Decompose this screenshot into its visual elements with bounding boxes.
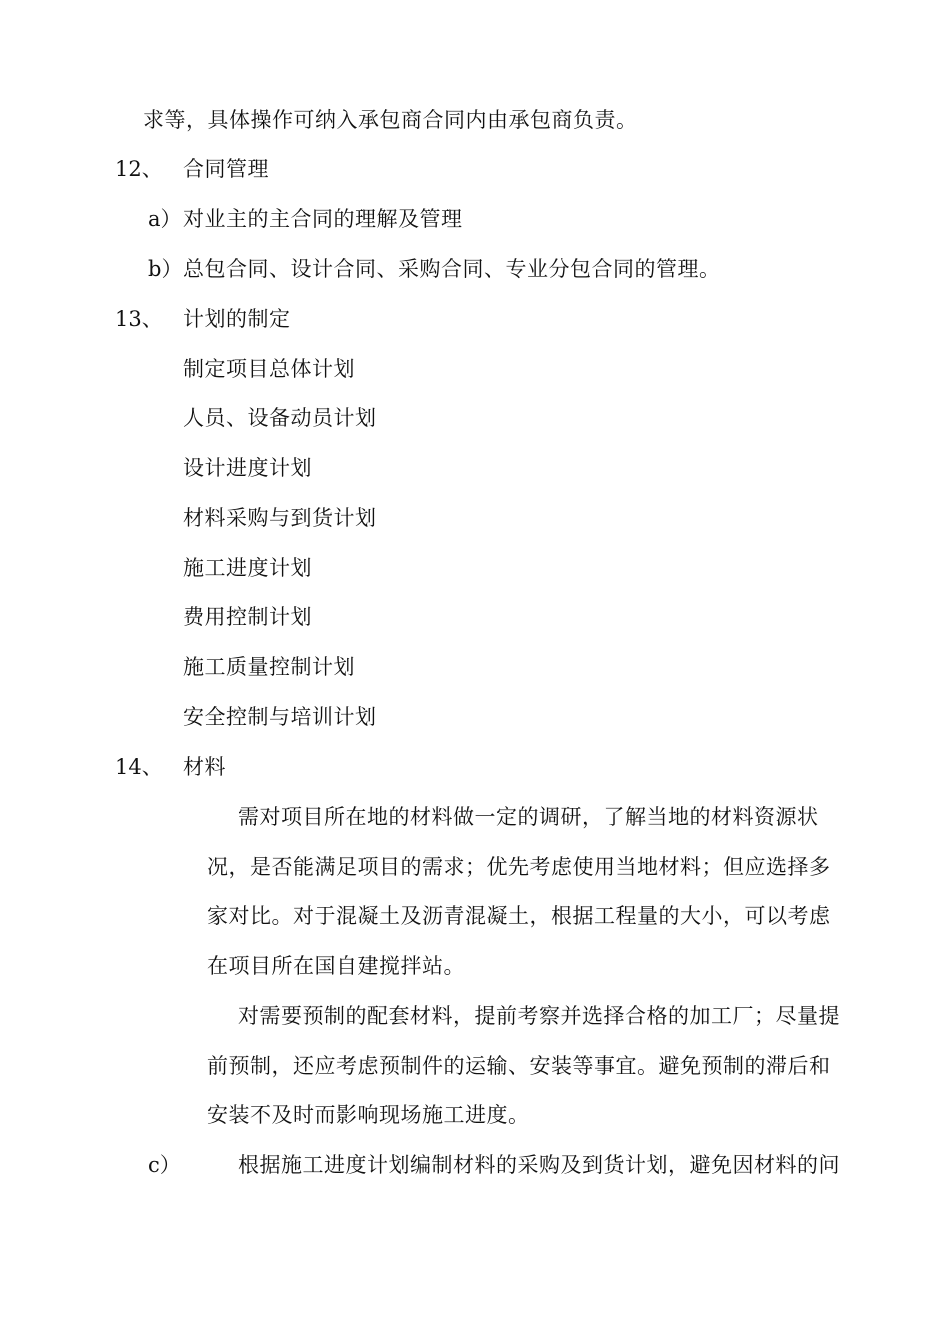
plan-item: 费用控制计划 xyxy=(183,605,312,629)
paragraph-line: 家对比。对于混凝土及沥青混凝土，根据工程量的大小，可以考虑 xyxy=(207,904,831,928)
plan-item: 施工进度计划 xyxy=(183,556,312,580)
plan-item: 制定项目总体计划 xyxy=(183,357,355,381)
paragraph-line: 况，是否能满足项目的需求；优先考虑使用当地材料；但应选择多 xyxy=(207,855,831,879)
plan-item: 安全控制与培训计划 xyxy=(183,705,377,729)
section-heading-planning: 计划的制定 xyxy=(183,307,291,331)
list-item-c: 根据施工进度计划编制材料的采购及到货计划，避免因材料的问 xyxy=(238,1153,840,1177)
plan-item: 设计进度计划 xyxy=(183,456,312,480)
paragraph-continuation: 求等，具体操作可纳入承包商合同内由承包商负责。 xyxy=(143,108,638,132)
section-number-13: 13、 xyxy=(115,307,163,331)
list-marker-b: b） xyxy=(148,257,183,281)
plan-item: 人员、设备动员计划 xyxy=(183,406,377,430)
plan-item: 材料采购与到货计划 xyxy=(183,506,377,530)
list-marker-a: a） xyxy=(148,207,182,231)
plan-item: 施工质量控制计划 xyxy=(183,655,355,679)
paragraph-line: 在项目所在国自建搅拌站。 xyxy=(207,954,465,978)
section-number-14: 14、 xyxy=(115,755,163,779)
section-heading-contract-management: 合同管理 xyxy=(183,157,269,181)
paragraph-line: 对需要预制的配套材料，提前考察并选择合格的加工厂；尽量提 xyxy=(238,1004,840,1028)
section-number-12: 12、 xyxy=(115,157,163,181)
paragraph-line: 安装不及时而影响现场施工进度。 xyxy=(207,1103,530,1127)
paragraph-line: 前预制，还应考虑预制件的运输、安装等事宜。避免预制的滞后和 xyxy=(207,1054,831,1078)
section-heading-materials: 材料 xyxy=(183,755,226,779)
list-marker-c: c） xyxy=(148,1153,181,1177)
list-item-a: 对业主的主合同的理解及管理 xyxy=(183,207,463,231)
list-item-b: 总包合同、设计合同、采购合同、专业分包合同的管理。 xyxy=(183,257,721,281)
paragraph-line: 需对项目所在地的材料做一定的调研，了解当地的材料资源状 xyxy=(238,805,819,829)
